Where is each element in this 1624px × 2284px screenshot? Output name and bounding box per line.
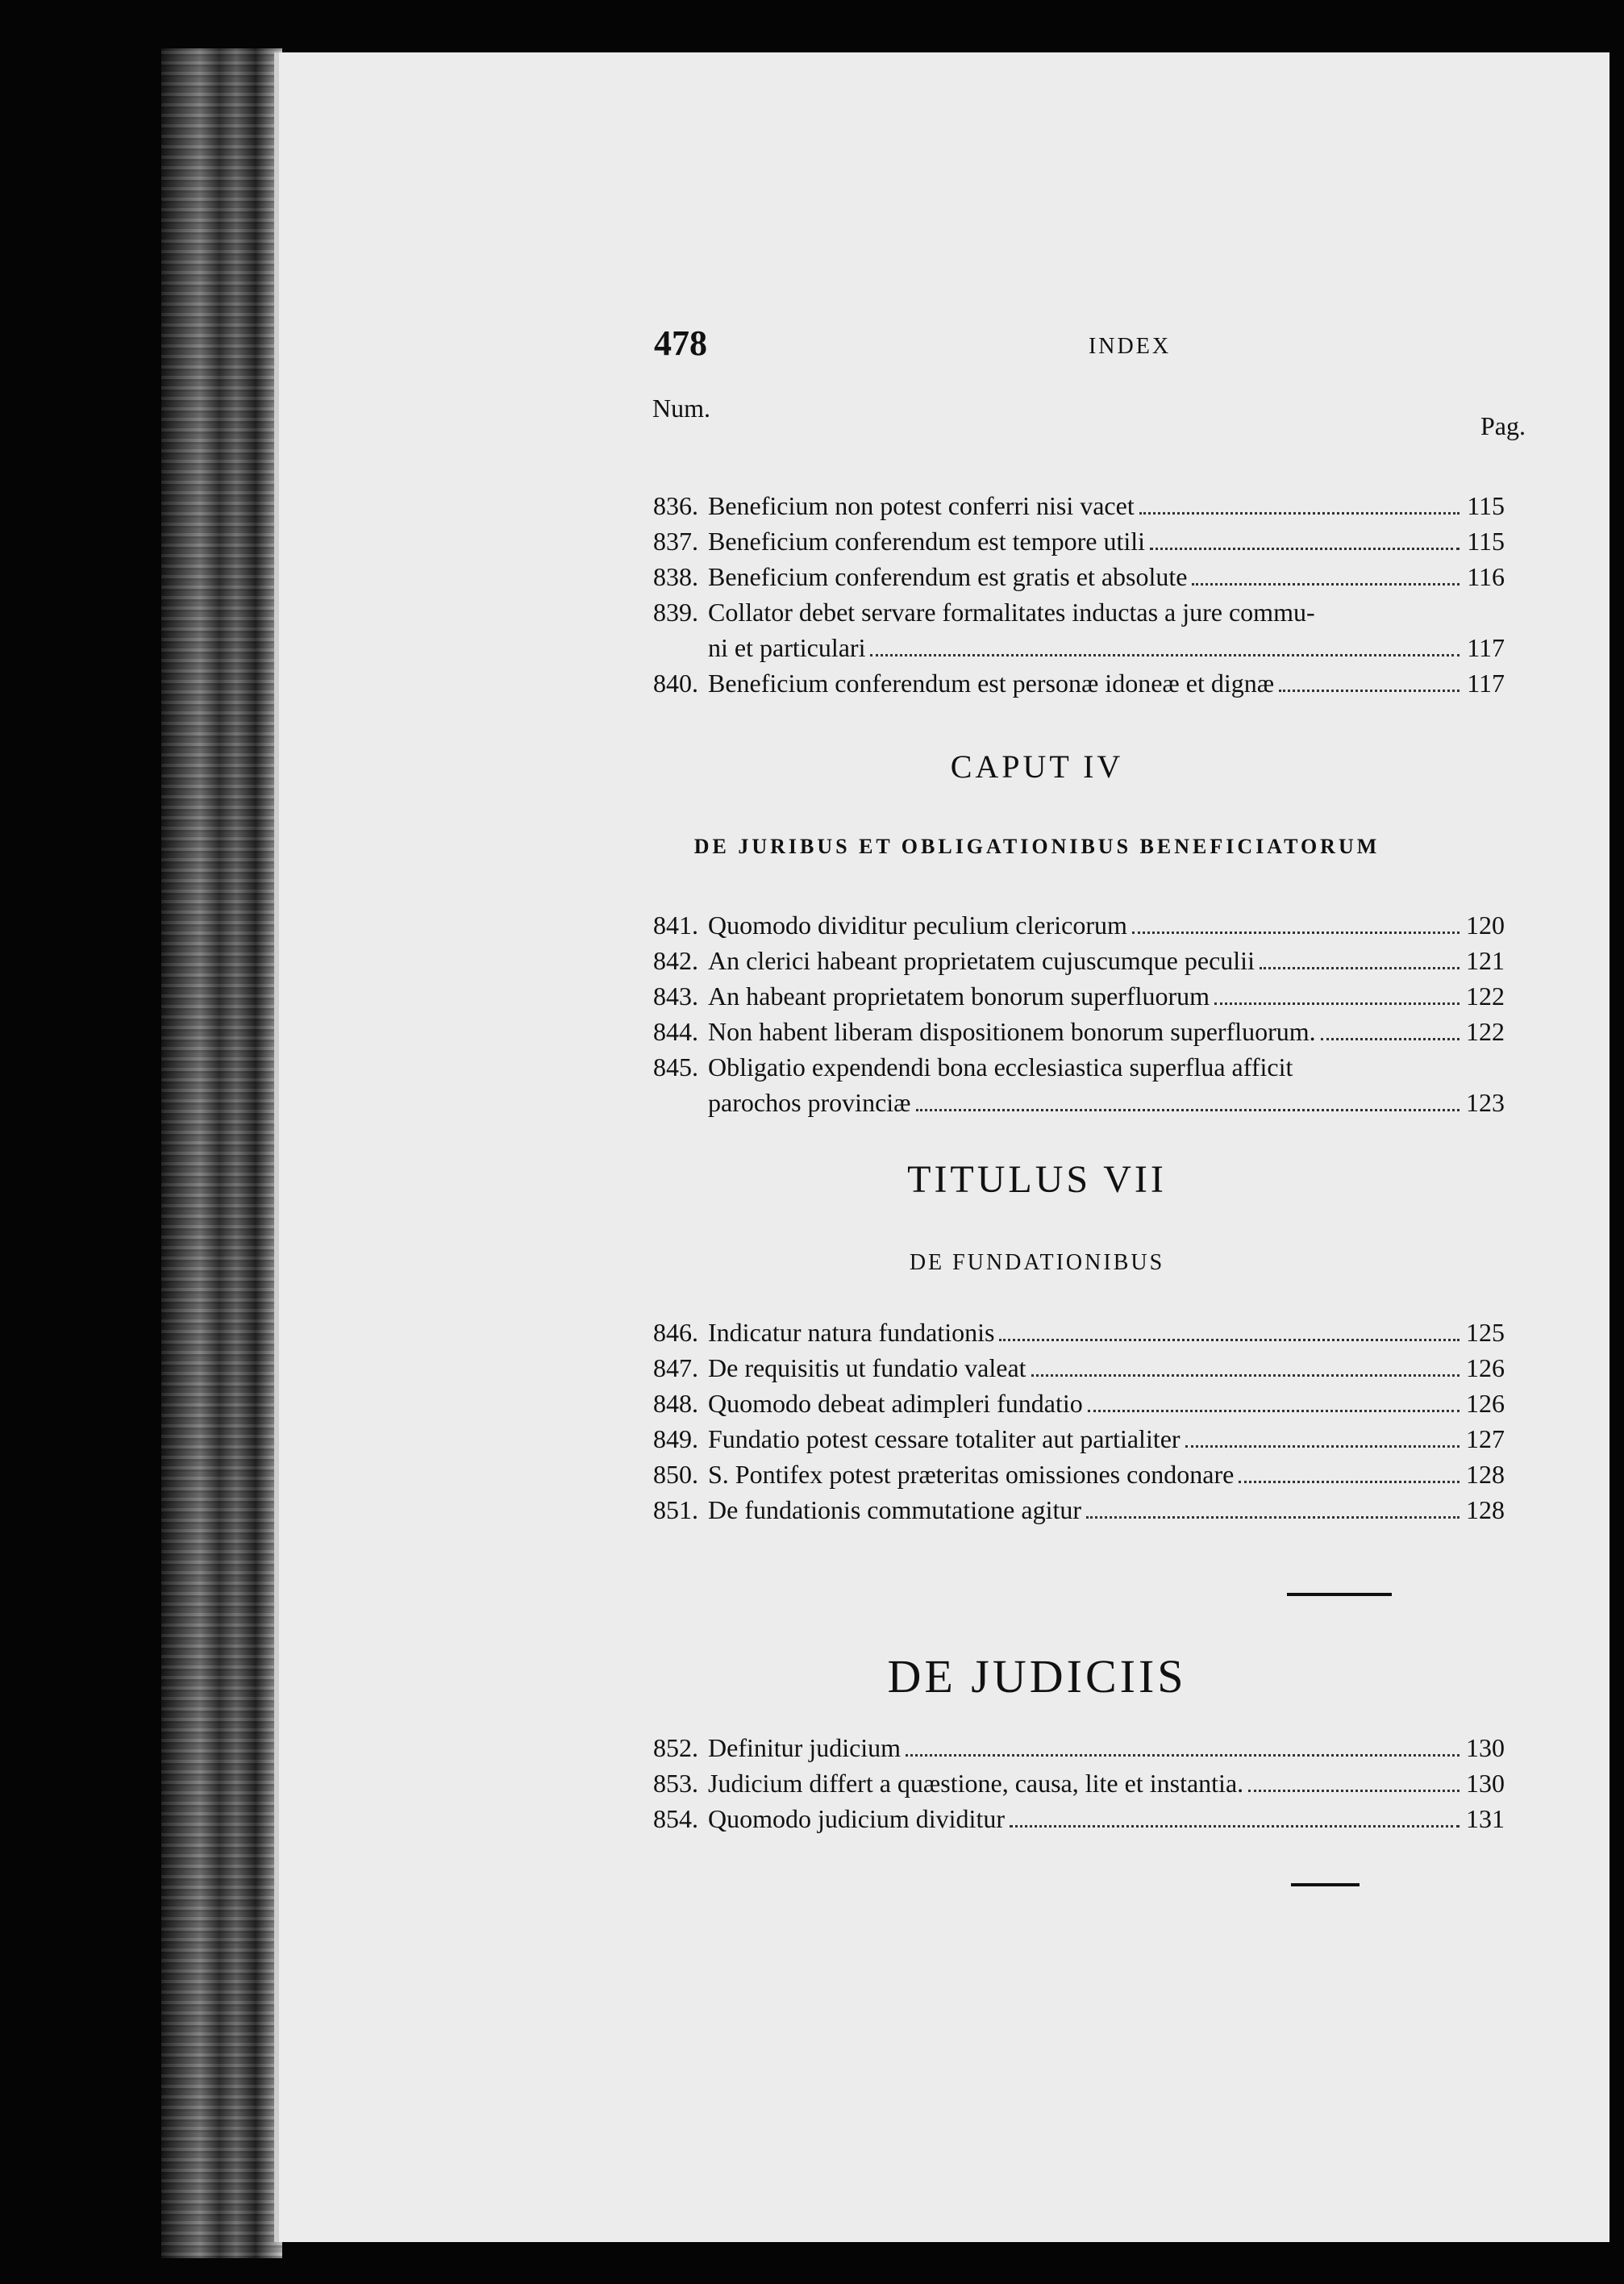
entry-text: Beneficium conferendum est tempore utili bbox=[708, 527, 1146, 556]
entry-page: 115 bbox=[1467, 491, 1505, 520]
entry-number: 841. bbox=[653, 911, 698, 940]
index-entry bbox=[634, 1014, 1505, 1049]
entry-text: De fundationis commutatione agitur bbox=[708, 1495, 1081, 1524]
index-entry bbox=[634, 523, 1505, 559]
dot-leader bbox=[1031, 1374, 1460, 1377]
index-entry bbox=[634, 1386, 1505, 1421]
entry-text: De requisitis ut fundatio valeat bbox=[708, 1353, 1026, 1382]
index-entry bbox=[634, 559, 1505, 594]
dot-leader bbox=[1088, 1410, 1460, 1412]
book-page bbox=[274, 52, 1609, 2242]
section-divider bbox=[1291, 1883, 1360, 1886]
dot-leader bbox=[1132, 932, 1460, 934]
index-entry-continuation bbox=[634, 1085, 1505, 1120]
entry-page: 126 bbox=[1466, 1353, 1505, 1382]
index-entry bbox=[634, 1421, 1505, 1457]
dot-leader bbox=[1321, 1038, 1460, 1040]
index-entries-section-4 bbox=[634, 1730, 1505, 1836]
entry-page: 125 bbox=[1466, 1318, 1505, 1347]
index-entry bbox=[634, 978, 1505, 1014]
dot-leader bbox=[999, 1339, 1460, 1341]
entry-page: 117 bbox=[1467, 669, 1505, 698]
entry-page: 121 bbox=[1466, 946, 1505, 975]
index-entry bbox=[634, 1730, 1505, 1765]
entry-page: 120 bbox=[1466, 911, 1505, 940]
dot-leader bbox=[1010, 1825, 1460, 1828]
entry-page: 130 bbox=[1466, 1733, 1505, 1762]
entry-text-continuation: ni et particulari bbox=[708, 633, 866, 662]
dot-leader bbox=[1086, 1516, 1460, 1519]
section-divider bbox=[1287, 1593, 1392, 1596]
dot-leader bbox=[1248, 1790, 1460, 1792]
index-entry bbox=[634, 1801, 1505, 1836]
entry-page: 122 bbox=[1466, 1017, 1505, 1046]
entry-number: 844. bbox=[653, 1017, 698, 1046]
dot-leader bbox=[1214, 1002, 1460, 1005]
entry-page: 127 bbox=[1466, 1424, 1505, 1453]
entry-number: 845. bbox=[653, 1052, 698, 1082]
index-entries-section-1 bbox=[634, 488, 1505, 701]
entry-text: Fundatio potest cessare totaliter aut partialiter bbox=[708, 1424, 1181, 1453]
index-entries-section-2 bbox=[634, 907, 1505, 1120]
entry-page: 116 bbox=[1467, 562, 1505, 591]
entry-page: 117 bbox=[1467, 633, 1505, 662]
entry-number: 846. bbox=[653, 1318, 698, 1347]
dot-leader bbox=[906, 1754, 1460, 1757]
entry-number: 837. bbox=[653, 527, 698, 556]
entry-page: 123 bbox=[1466, 1088, 1505, 1117]
entry-text-continuation: parochos provinciæ bbox=[708, 1088, 911, 1117]
entry-text: An clerici habeant proprietatem cujuscumque peculii bbox=[708, 946, 1255, 975]
dot-leader bbox=[870, 654, 1460, 656]
entry-number: 851. bbox=[653, 1495, 698, 1524]
entry-page: 122 bbox=[1466, 982, 1505, 1011]
dot-leader bbox=[1139, 512, 1460, 515]
entry-number: 850. bbox=[653, 1460, 698, 1489]
entry-number: 839. bbox=[653, 598, 698, 627]
index-entry bbox=[634, 1765, 1505, 1801]
entry-number: 849. bbox=[653, 1424, 698, 1453]
entry-text: Quomodo debeat adimpleri fundatio bbox=[708, 1389, 1083, 1418]
entry-page: 115 bbox=[1467, 527, 1505, 556]
dot-leader bbox=[1192, 583, 1460, 586]
caput-subheading: DE JURIBUS ET OBLIGATIONIBUS BENEFICIATORUM bbox=[693, 835, 1380, 858]
entry-text: Non habent liberam dispositionem bonorum superfluorum. bbox=[708, 1017, 1316, 1046]
index-entry bbox=[634, 1315, 1505, 1350]
entry-text: Quomodo judicium dividitur bbox=[708, 1804, 1005, 1833]
index-entry bbox=[634, 594, 1505, 630]
entry-number: 840. bbox=[653, 669, 698, 698]
entry-number: 836. bbox=[653, 491, 698, 520]
book-spine bbox=[161, 48, 282, 2258]
entry-text: Indicatur natura fundationis bbox=[708, 1318, 995, 1347]
titulus-heading: TITULUS VII bbox=[907, 1158, 1167, 1201]
index-entry bbox=[634, 488, 1505, 523]
dot-leader bbox=[1150, 548, 1460, 550]
entry-number: 843. bbox=[653, 982, 698, 1011]
entry-number: 852. bbox=[653, 1733, 698, 1762]
entry-text: Obligatio expendendi bona ecclesiastica superflua afficit bbox=[708, 1052, 1293, 1082]
entry-page: 128 bbox=[1466, 1495, 1505, 1524]
index-entry bbox=[634, 1049, 1505, 1085]
index-entry bbox=[634, 943, 1505, 978]
entry-page: 131 bbox=[1466, 1804, 1505, 1833]
running-title: INDEX bbox=[1088, 334, 1172, 359]
pag-column-label: Pag. bbox=[1480, 411, 1526, 440]
index-entry bbox=[634, 1457, 1505, 1492]
index-entry bbox=[634, 1492, 1505, 1528]
entry-text: Beneficium conferendum est personæ idoneæ et dignæ bbox=[708, 669, 1275, 698]
dot-leader bbox=[1239, 1481, 1460, 1483]
dot-leader bbox=[1279, 690, 1460, 692]
running-head bbox=[654, 323, 1605, 371]
entry-text: Quomodo dividitur peculium clericorum bbox=[708, 911, 1127, 940]
entry-text: S. Pontifex potest præteritas omissiones condonare bbox=[708, 1460, 1235, 1489]
caput-heading: CAPUT IV bbox=[950, 748, 1124, 785]
num-column-label: Num. bbox=[652, 394, 710, 423]
entry-number: 854. bbox=[653, 1804, 698, 1833]
entry-page: 130 bbox=[1466, 1769, 1505, 1798]
page-content bbox=[279, 52, 1609, 2242]
index-entry bbox=[634, 907, 1505, 943]
dot-leader bbox=[1260, 967, 1460, 969]
entry-text: Collator debet servare formalitates inductas a jure commu- bbox=[708, 598, 1315, 627]
entry-text: Beneficium non potest conferri nisi vacet bbox=[708, 491, 1135, 520]
entry-page: 126 bbox=[1466, 1389, 1505, 1418]
dot-leader bbox=[916, 1109, 1460, 1111]
dot-leader bbox=[1185, 1445, 1460, 1448]
entry-text: An habeant proprietatem bonorum superfluorum bbox=[708, 982, 1210, 1011]
entry-number: 848. bbox=[653, 1389, 698, 1418]
index-entry bbox=[634, 665, 1505, 701]
entry-text: Judicium differt a quæstione, causa, lite et instantia. bbox=[708, 1769, 1244, 1798]
entry-text: Definitur judicium bbox=[708, 1733, 902, 1762]
entry-text: Beneficium conferendum est gratis et absolute bbox=[708, 562, 1188, 591]
entry-number: 847. bbox=[653, 1353, 698, 1382]
page-number: 478 bbox=[654, 323, 707, 363]
index-entry-continuation bbox=[634, 630, 1505, 665]
titulus-subheading: DE FUNDATIONIBUS bbox=[909, 1250, 1165, 1275]
judiciis-heading: DE JUDICIIS bbox=[887, 1650, 1187, 1703]
index-entries-section-3 bbox=[634, 1315, 1505, 1528]
index-entry bbox=[634, 1350, 1505, 1386]
entry-number: 838. bbox=[653, 562, 698, 591]
entry-page: 128 bbox=[1466, 1460, 1505, 1489]
entry-number: 842. bbox=[653, 946, 698, 975]
entry-number: 853. bbox=[653, 1769, 698, 1798]
